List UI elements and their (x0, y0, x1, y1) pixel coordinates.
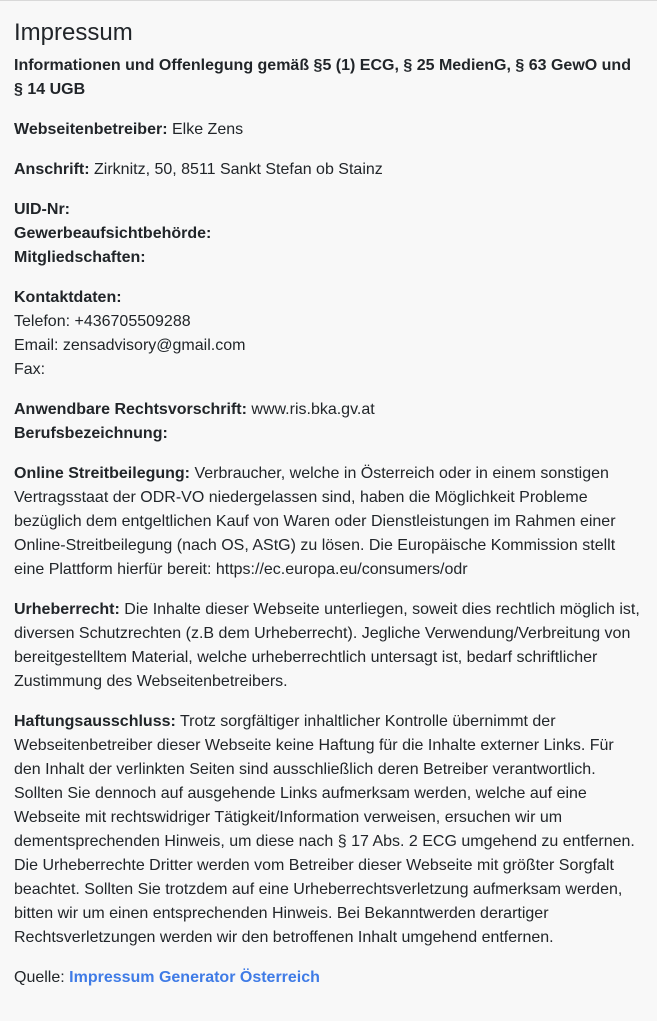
law-label: Anwendbare Rechtsvorschrift: (14, 401, 247, 418)
authority-label: Gewerbeaufsichtbehörde: (14, 225, 212, 242)
law-section (14, 398, 643, 446)
source-label: Quelle: (14, 969, 70, 986)
impressum-generator-link[interactable]: Impressum Generator Österreich (69, 969, 320, 986)
operator-value: Elke Zens (167, 121, 244, 138)
copyright-label: Urheberrecht: (14, 601, 120, 618)
liability-label: Haftungsausschluss: (14, 713, 176, 730)
address-section (14, 158, 643, 182)
liability-text: Trotz sorgfältiger inhaltlicher Kontrolle übernimmt der Webseitenbetreiber dieser Webseite keine Haftung für die Inhalte externer Links. Für den Inhalt der verlinkten Seiten sind ausschließlich deren Betreiber verantwortlich. Sollten Sie dennoch auf ausgehende Links aufmerksam werden, welche auf eine Webseite mit rechtswidriger Tätigkeit/Information verweisen, ersuchen wir um dementsprechenden Hinweis, um diese nach § 17 Abs. 2 ECG umgehend zu entfernen. Die Urheberrechte Dritter werden vom Betreiber dieser Webseite mit größter Sorgfalt beachtet. Sollten Sie trotzdem auf eine Urheberrechtsverletzung aufmerksam werden, bitten wir um einen entsprechenden Hinweis. Bei Bekanntwerden derartiger Rechtsverletzungen werden wir den betroffenen Inhalt umgehend entfernen. (14, 713, 635, 946)
law-line (14, 398, 643, 422)
odr-section (14, 462, 643, 582)
registry-section (14, 198, 643, 270)
contact-phone: Telefon: +436705509288 (14, 313, 191, 330)
contact-fax: Fax: (14, 361, 46, 378)
contact-label: Kontaktdaten: (14, 289, 122, 306)
source-section (14, 966, 643, 990)
impressum-page (0, 18, 657, 990)
page-subtitle: Informationen und Offenlegung gemäß §5 (1) ECG, § 25 MedienG, § 63 GewO und § 14 UGB (14, 57, 631, 98)
operator-section (14, 118, 643, 142)
copyright-text: Die Inhalte dieser Webseite unterliegen, soweit dies rechtlich möglich ist, diversen Schutzrechten (z.B dem Urheberrecht). Jegliche Verwendung/Verbreitung von bereitgestelltem Material, welche urheberrechtlich untersagt ist, bedarf schriftlicher Zustimmung des Webseitenbetreibers. (14, 601, 640, 690)
contact-email: Email: zensadvisory@gmail.com (14, 337, 246, 354)
profession-label: Berufsbezeichnung: (14, 425, 168, 442)
address-value: Zirknitz, 50, 8511 Sankt Stefan ob Stainz (89, 161, 383, 178)
uid-label: UID-Nr: (14, 201, 70, 218)
odr-text: Verbraucher, welche in Österreich oder in einem sonstigen Vertragsstaat der ODR-VO niedergelassen sind, haben die Möglichkeit Probleme bezüglich dem entgeltlichen Kauf von Waren oder Dienstleistungen im Rahmen einer Online-Streitbeilegung (nach OS, AStG) zu lösen. Die Europäische Kommission stellt eine Plattform hierfür bereit: https://ec.europa.eu/consumers/odr (14, 465, 616, 578)
memberships-label: Mitgliedschaften: (14, 249, 146, 266)
copyright-section (14, 598, 643, 694)
law-value: www.ris.bka.gv.at (246, 401, 375, 418)
contact-section (14, 286, 643, 382)
page-title: Impressum (14, 19, 133, 46)
liability-section (14, 710, 643, 950)
odr-label: Online Streitbeilegung: (14, 465, 191, 482)
operator-label: Webseitenbetreiber: (14, 121, 168, 138)
address-label: Anschrift: (14, 161, 90, 178)
